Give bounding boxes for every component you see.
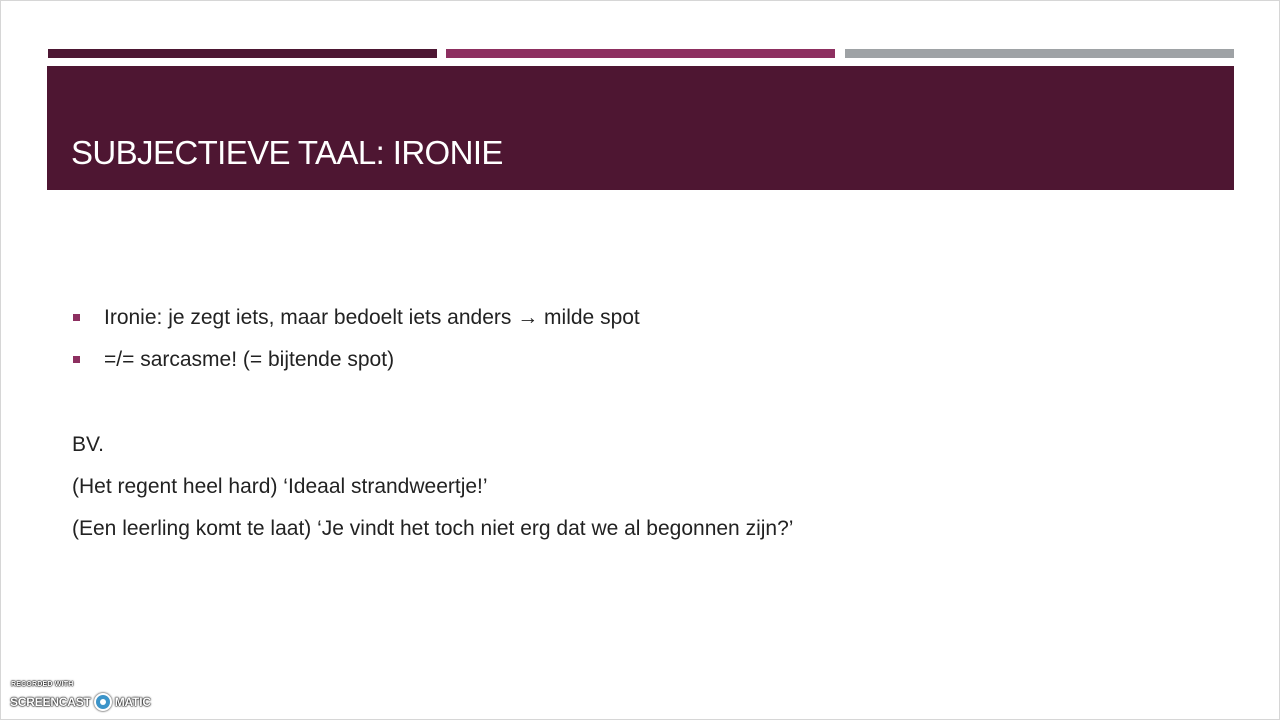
bullet-text: =/= sarcasme! (= bijtende spot) — [104, 348, 395, 371]
square-bullet-icon — [73, 314, 80, 321]
bullet-list — [72, 302, 640, 386]
recording-watermark — [10, 681, 160, 715]
square-bullet-icon — [73, 356, 80, 363]
accent-bar-magenta — [446, 49, 835, 58]
screencast-o-matic-logo-icon — [94, 693, 112, 711]
watermark-caption: RECORDED WITH — [11, 681, 74, 688]
watermark-brand-left: SCREENCAST — [10, 695, 91, 709]
watermark-brand-right: MATIC — [114, 695, 151, 709]
example-block — [72, 429, 793, 555]
bullet-text: Ironie: je zegt iets, maar bedoelt iets anders → milde spot — [104, 306, 640, 329]
example-line: (Een leerling komt te laat) ‘Je vindt het toch niet erg dat we al begonnen zijn?’ — [72, 517, 794, 540]
bullet-item — [72, 344, 640, 386]
accent-bar-gray — [845, 49, 1234, 58]
example-heading: BV. — [72, 433, 104, 456]
accent-bar-dark — [48, 49, 437, 58]
title-band — [47, 66, 1234, 190]
slide-title: SUBJECTIEVE TAAL: IRONIE — [71, 134, 503, 171]
bullet-item — [72, 302, 640, 344]
example-line: (Het regent heel hard) ‘Ideaal strandweertje!’ — [72, 475, 488, 498]
watermark-brand — [10, 693, 151, 711]
